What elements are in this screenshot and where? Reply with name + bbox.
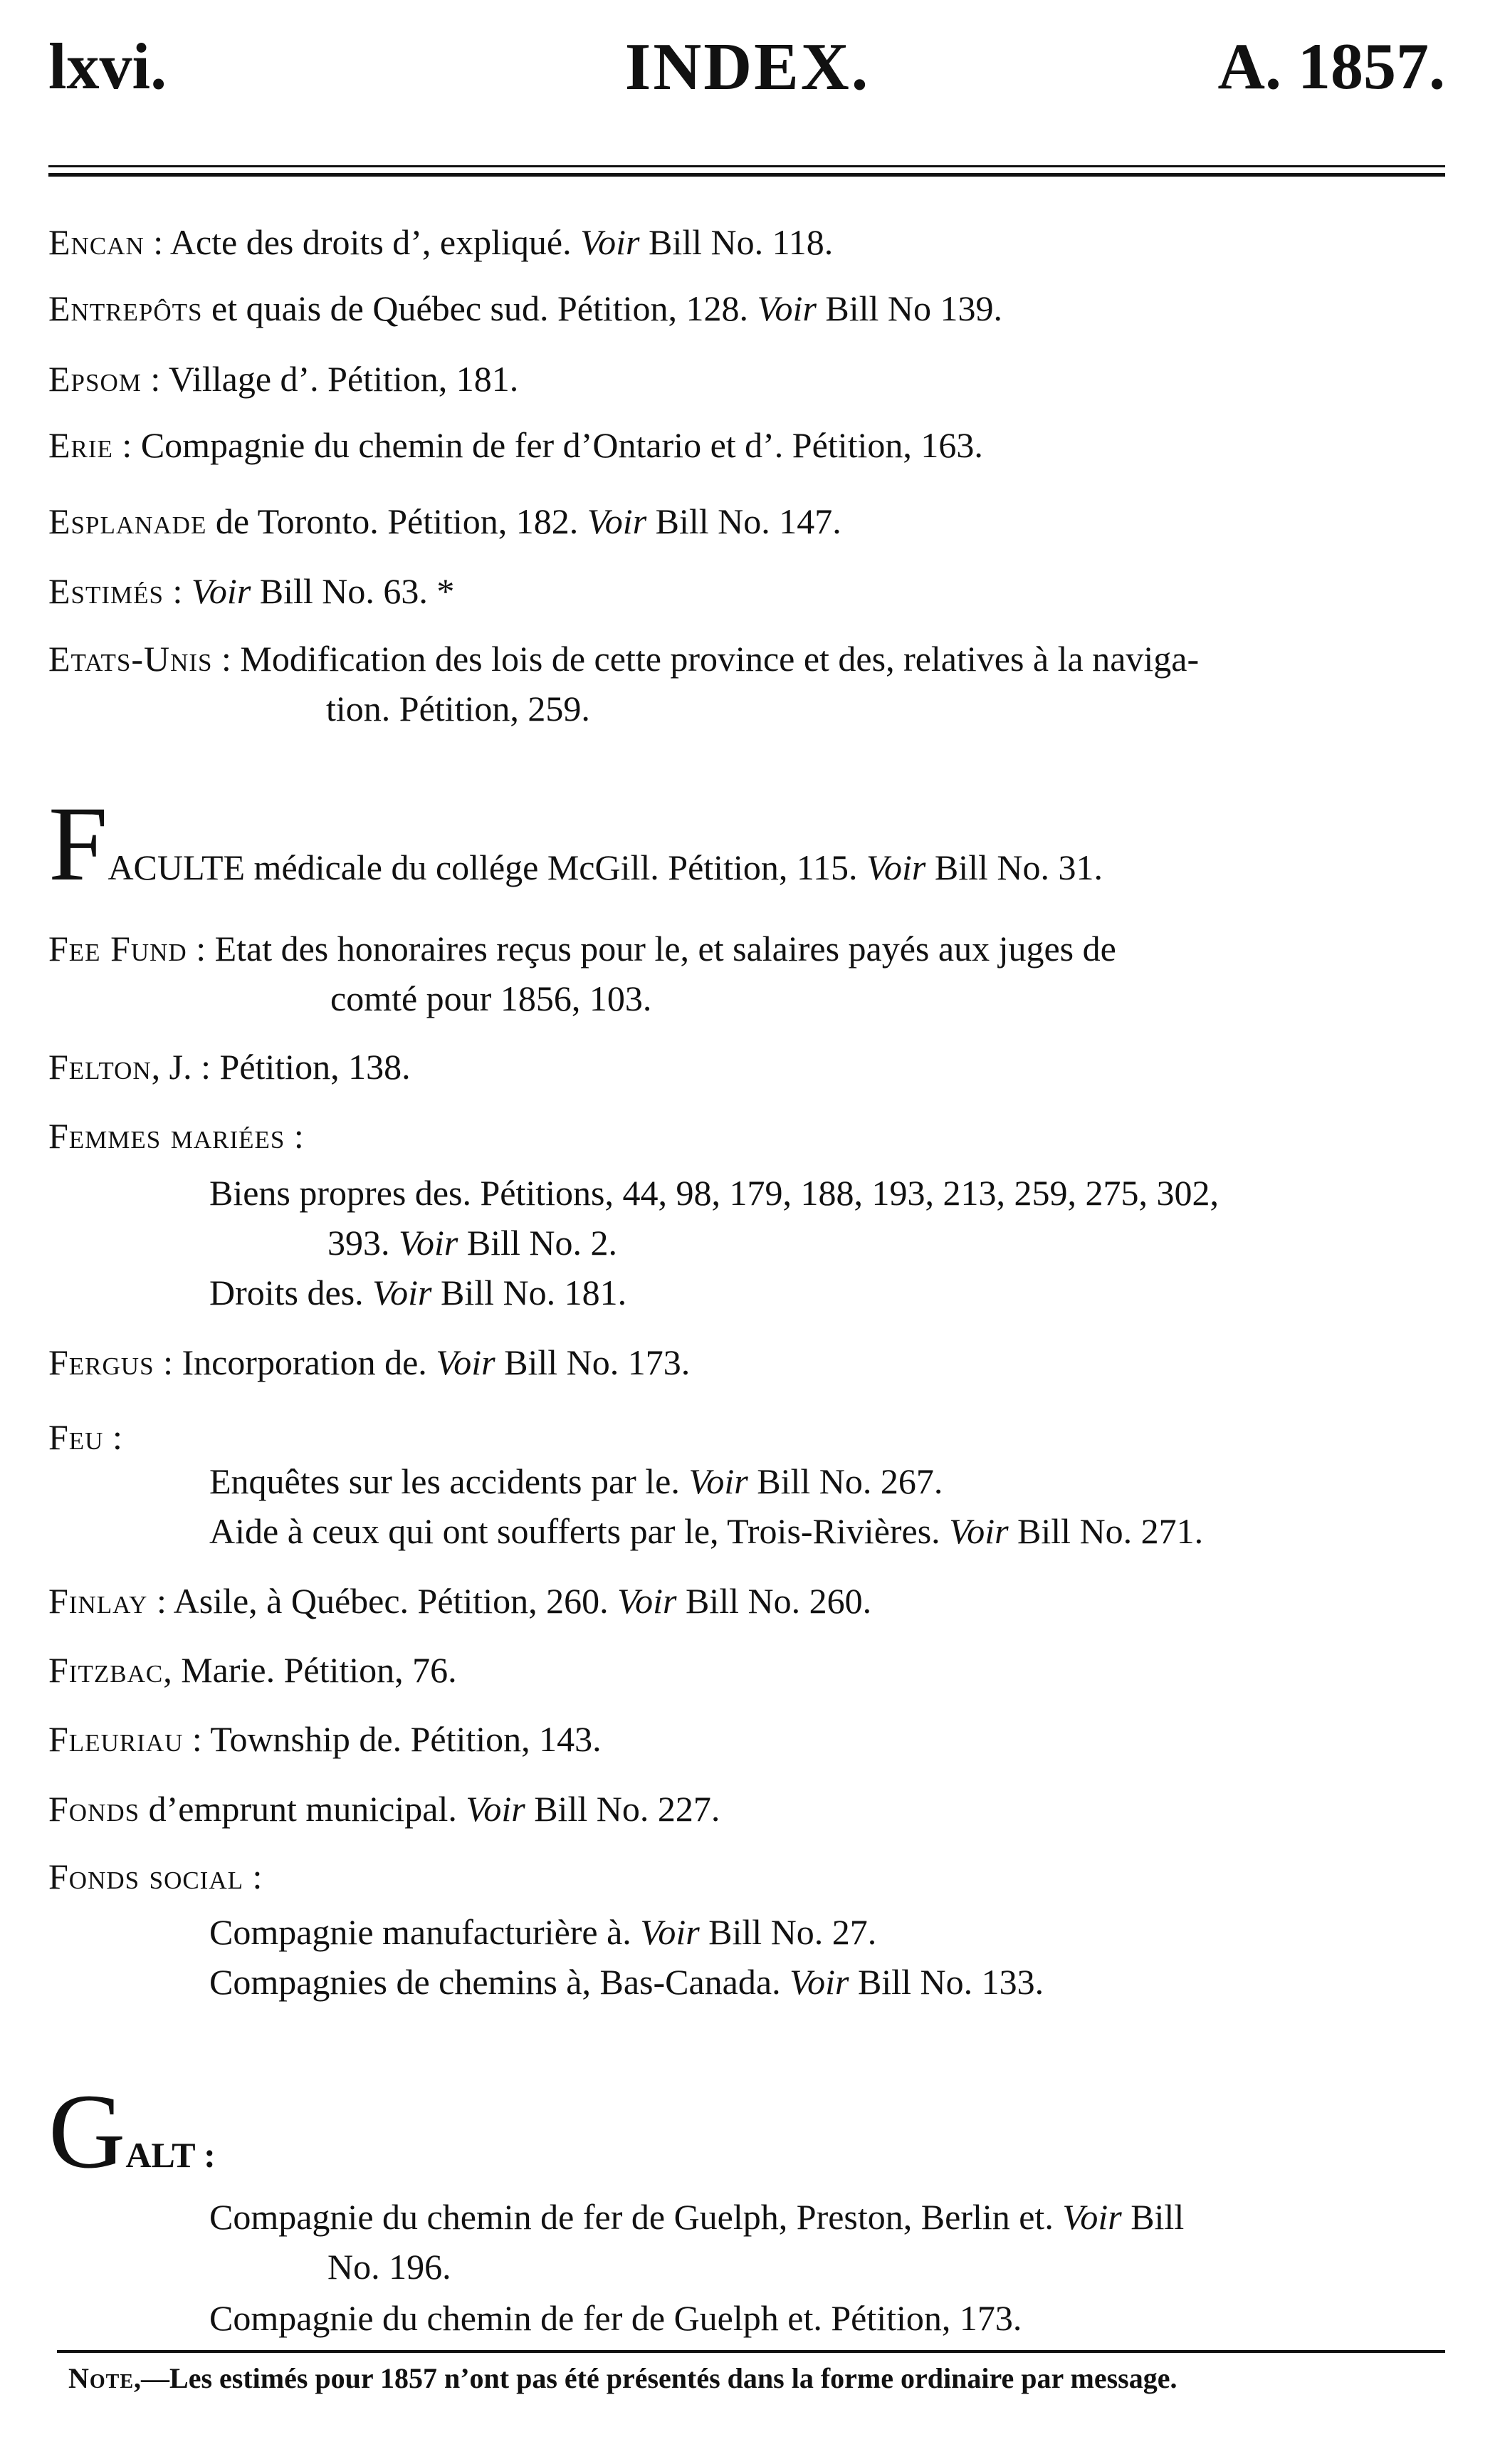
- page-title: INDEX.: [624, 30, 871, 104]
- entry-text: : Village d’. Pétition, 181.: [141, 359, 519, 399]
- page-number: lxvi.: [48, 30, 167, 103]
- bill-ref: Bill No. 133.: [849, 1962, 1044, 2002]
- bill-ref: Bill No. 227.: [525, 1789, 720, 1829]
- entry-finlay: [48, 1576, 1445, 1626]
- headword: Erie: [48, 425, 113, 465]
- subentry-continuation: 393.: [327, 1223, 399, 1263]
- subentry-text: Droits des.: [209, 1273, 373, 1312]
- bill-ref: Bill No. 147.: [646, 501, 841, 541]
- entry-femmes-mariees: [48, 1111, 1445, 1161]
- entry-estimes: [48, 566, 1445, 616]
- entry-text: : Incorporation de.: [154, 1342, 436, 1382]
- headword: Etats-Unis: [48, 639, 213, 679]
- voir-ref: Voir: [399, 1223, 458, 1263]
- subentry-continuation: No. 196.: [327, 2247, 451, 2287]
- entry-fonds-social: [48, 1852, 1445, 1901]
- headword: Felton: [48, 1047, 152, 1087]
- headword: Fonds: [48, 1789, 140, 1829]
- subentry-aide: [209, 1506, 1445, 1556]
- headword: Fitzbac: [48, 1650, 164, 1690]
- subentry-manufacturiere: [209, 1907, 1445, 1957]
- headword: Femmes mariées: [48, 1116, 285, 1156]
- bill-ref: Bill No. 260.: [676, 1581, 872, 1621]
- bill-ref: Bill No 139.: [816, 288, 1003, 328]
- voir-ref: Voir: [790, 1962, 849, 2002]
- entry-epsom: [48, 354, 1445, 404]
- entry-text: :: [243, 1857, 263, 1896]
- voir-ref: Voir: [587, 501, 647, 541]
- headword: ALT: [125, 2135, 195, 2175]
- voir-ref: Voir: [617, 1581, 677, 1621]
- entry-text: : Acte des droits d’, expliqué.: [144, 222, 581, 262]
- footnote-text: ,—Les estimés pour 1857 n’ont pas été présentés dans la forme ordinaire par message.: [134, 2362, 1177, 2394]
- bill-ref: Bill No. 27.: [699, 1912, 877, 1952]
- entry-etats-unis: [48, 634, 1445, 734]
- subentry-text: Enquêtes sur les accidents par le.: [209, 1461, 689, 1501]
- entry-encan: [48, 217, 1445, 267]
- entry-feu: [48, 1412, 1445, 1462]
- section-initial: F: [48, 785, 108, 903]
- entry-text: : Asile, à Québec. Pétition, 260.: [147, 1581, 618, 1621]
- bill-ref: Bill No. 271.: [1008, 1511, 1204, 1551]
- voir-ref: Voir: [372, 1273, 432, 1312]
- subentry-text: Aide à ceux qui ont soufferts par le, Trois-Rivières.: [209, 1511, 950, 1551]
- bill-ref: Bill No. 173.: [495, 1342, 691, 1382]
- entry-text: :: [285, 1116, 304, 1156]
- entry-entrepots: [48, 283, 1445, 333]
- voir-ref: Voir: [757, 288, 817, 328]
- voir-ref: Voir: [580, 222, 640, 262]
- entry-continuation: comté pour 1856, 103.: [330, 978, 652, 1018]
- entry-fee-fund: [48, 924, 1445, 1023]
- entry-esplanade: [48, 496, 1445, 546]
- headword: Finlay: [48, 1581, 148, 1621]
- voir-ref: Voir: [436, 1342, 495, 1382]
- headword: Fonds social: [48, 1857, 243, 1896]
- bill-ref: Bill: [1121, 2197, 1185, 2237]
- entry-fergus: [48, 1337, 1445, 1387]
- bill-ref: Bill No. 181.: [431, 1273, 627, 1312]
- entry-text: : Township de. Pétition, 143.: [183, 1719, 602, 1759]
- headword: ACULTE: [107, 847, 246, 887]
- voir-ref: Voir: [1062, 2197, 1122, 2237]
- entry-galt: [48, 2072, 1445, 2191]
- bill-ref: Bill No. 63. *: [251, 571, 455, 611]
- headword: Fergus: [48, 1342, 154, 1382]
- entry-text: d’emprunt municipal.: [140, 1789, 466, 1829]
- year-label: A. 1857.: [1217, 30, 1445, 103]
- voir-ref: Voir: [688, 1461, 748, 1501]
- headword: Feu: [48, 1417, 104, 1457]
- entry-text: : Modification des lois de cette province et des, relatives à la naviga-: [212, 639, 1200, 679]
- entry-continuation: tion. Pétition, 259.: [326, 689, 590, 729]
- voir-ref: Voir: [949, 1511, 1009, 1551]
- bill-ref: Bill No. 31.: [925, 847, 1103, 887]
- headword: Esplanade: [48, 501, 207, 541]
- footnote: [68, 2361, 1177, 2395]
- voir-ref: Voir: [191, 571, 251, 611]
- subentry-guelph: [209, 2293, 1445, 2343]
- subentry-enquetes: [209, 1456, 1445, 1506]
- headword: Encan: [48, 222, 145, 262]
- footnote-rule: [57, 2350, 1445, 2353]
- entry-text: médicale du collége McGill. Pétition, 115.: [245, 847, 866, 887]
- subentry-text: Compagnie du chemin de fer de Guelph, Preston, Berlin et.: [209, 2197, 1063, 2237]
- section-initial: G: [48, 2072, 126, 2191]
- entry-fleuriau: [48, 1714, 1445, 1764]
- entry-text: :: [194, 2135, 216, 2175]
- bill-ref: Bill No. 118.: [639, 222, 834, 262]
- entry-text: , J. : Pétition, 138.: [151, 1047, 411, 1087]
- headword: Entrepôts: [48, 288, 203, 328]
- entry-text: :: [164, 571, 192, 611]
- subentry-text: Compagnie manufacturière à.: [209, 1912, 641, 1952]
- headword: Estimés: [48, 571, 164, 611]
- subentry-droits: [209, 1268, 1445, 1317]
- entry-text: et quais de Québec sud. Pétition, 128.: [202, 288, 757, 328]
- headword: Fleuriau: [48, 1719, 184, 1759]
- footnote-lead: Note: [68, 2362, 135, 2394]
- entry-erie: [48, 420, 1445, 470]
- bill-ref: Bill No. 267.: [748, 1461, 943, 1501]
- voir-ref: Voir: [640, 1912, 700, 1952]
- subentry-text: Compagnies de chemins à, Bas-Canada.: [209, 1962, 790, 2002]
- entry-felton: [48, 1042, 1445, 1092]
- bill-ref: Bill No. 2.: [458, 1223, 617, 1263]
- running-head: [0, 28, 1495, 121]
- subentry-text: Compagnie du chemin de fer de Guelph et. Pétition, 173.: [209, 2298, 1022, 2338]
- entry-text: :: [103, 1417, 122, 1457]
- header-rule: [48, 165, 1445, 177]
- entry-faculte: [48, 785, 1445, 903]
- voir-ref: Voir: [866, 847, 926, 887]
- entry-text: de Toronto. Pétition, 182.: [206, 501, 587, 541]
- subentry-text: Biens propres des. Pétitions, 44, 98, 179, 188, 193, 213, 259, 275, 302,: [209, 1173, 1219, 1213]
- subentry-guelph-preston: [209, 2192, 1445, 2292]
- entry-fitzbac: [48, 1645, 1445, 1695]
- entry-text: , Marie. Pétition, 76.: [163, 1650, 457, 1690]
- entry-fonds: [48, 1784, 1445, 1834]
- voir-ref: Voir: [466, 1789, 525, 1829]
- headword: Fee Fund: [48, 929, 187, 969]
- subentry-biens-propres: [209, 1168, 1445, 1268]
- subentry-chemins: [209, 1957, 1445, 2007]
- headword: Epsom: [48, 359, 142, 399]
- entry-text: : Etat des honoraires reçus pour le, et salaires payés aux juges de: [187, 929, 1116, 969]
- entry-text: : Compagnie du chemin de fer d’Ontario et d’. Pétition, 163.: [112, 425, 983, 465]
